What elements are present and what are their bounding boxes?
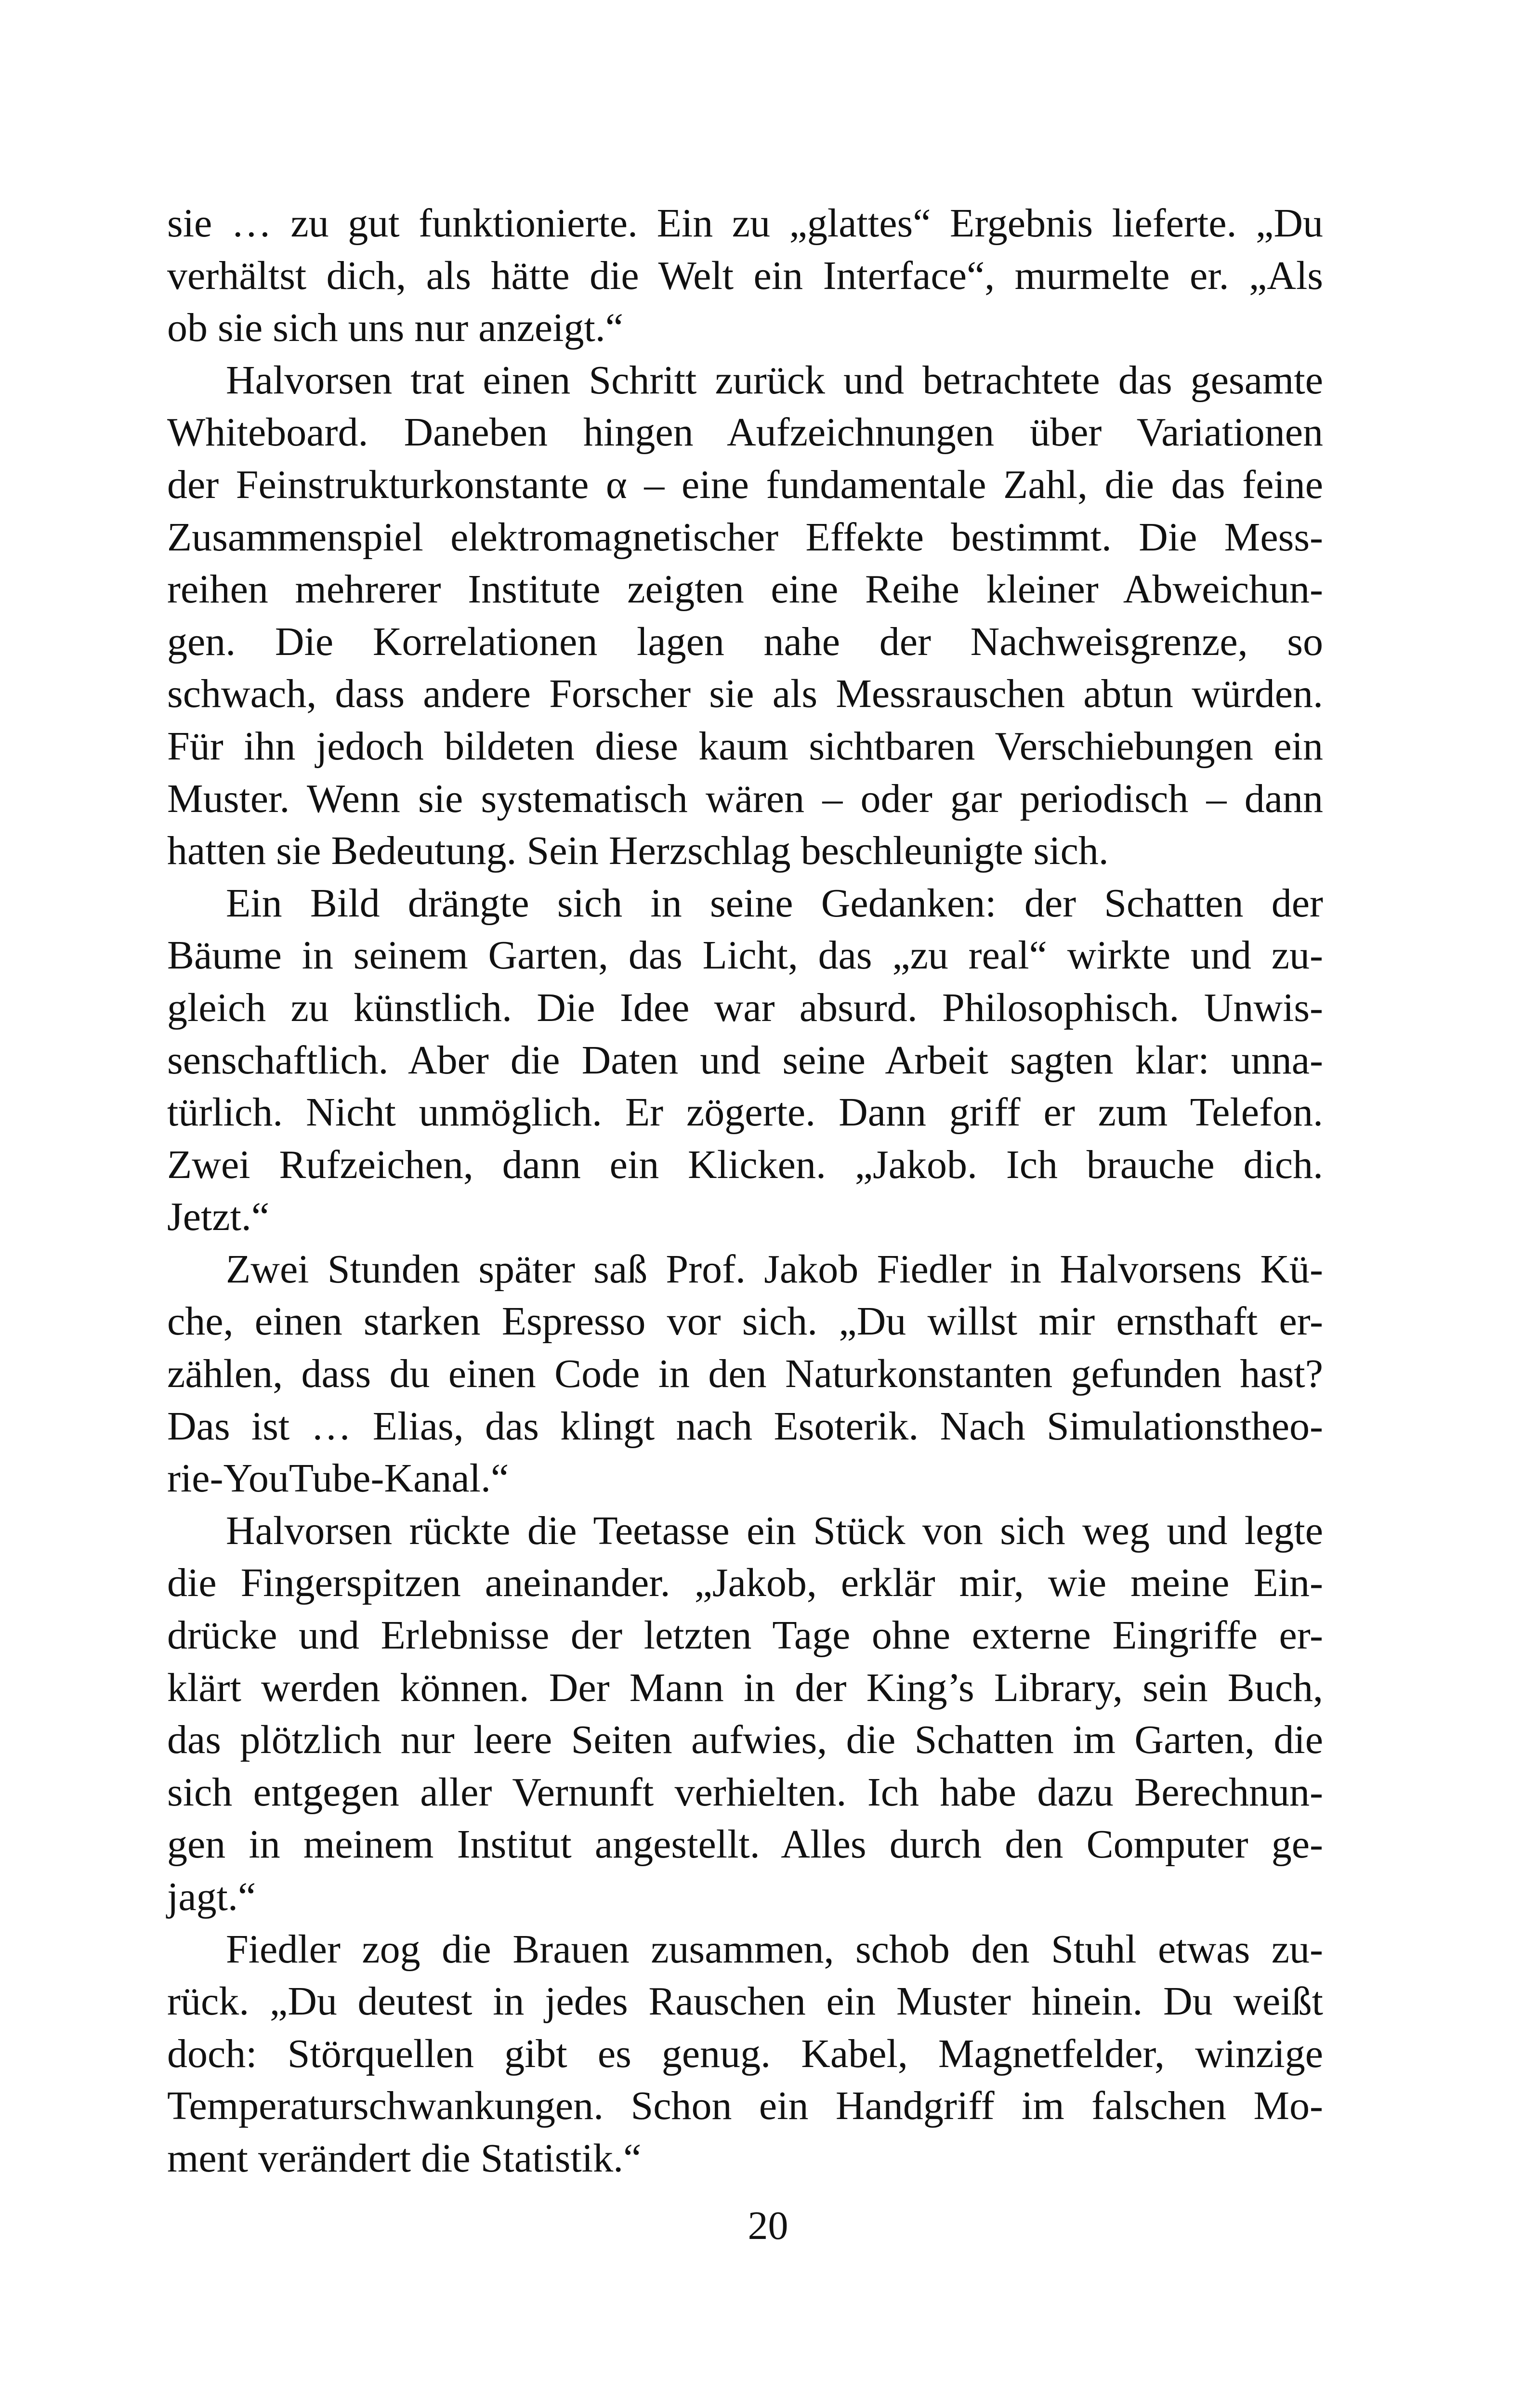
paragraph-5 — [167, 1505, 1323, 1924]
text-line: Bäume in seinem Garten, das Licht, das „zu real“ wirkte und zu- — [167, 933, 1323, 978]
text-line: türlich. Nicht unmöglich. Er zögerte. Dann griff er zum Telefon. — [167, 1090, 1323, 1135]
text-line: schwach, dass andere Forscher sie als Messrauschen abtun würden. — [167, 671, 1323, 717]
text-line: Ein Bild drängte sich in seine Gedanken: der Schatten der — [226, 880, 1323, 926]
paragraph-6 — [167, 1924, 1323, 2185]
text-line: Temperaturschwankungen. Schon ein Handgriff im falschen Mo- — [167, 2083, 1323, 2129]
text-line: Halvorsen rückte die Teetasse ein Stück von sich weg und legte — [226, 1508, 1323, 1553]
text-line: hatten sie Bedeutung. Sein Herzschlag beschleunigte sich. — [167, 828, 1109, 874]
text-line: che, einen starken Espresso vor sich. „Du willst mir ernsthaft er- — [167, 1299, 1323, 1344]
text-line: Fiedler zog die Brauen zusammen, schob den Stuhl etwas zu- — [226, 1926, 1323, 1972]
paragraph-3 — [167, 877, 1323, 1243]
text-line: jagt.“ — [167, 1874, 256, 1919]
paragraph-1 — [167, 197, 1323, 354]
text-line: ob sie sich uns nur anzeigt.“ — [167, 305, 624, 351]
text-line: Das ist … Elias, das klingt nach Esoterik. Nach Simulationstheo- — [167, 1403, 1323, 1449]
text-line: gen in meinem Institut angestellt. Alles durch den Computer ge- — [167, 1822, 1323, 1867]
text-line: das plötzlich nur leere Seiten aufwies, die Schatten im Garten, die — [167, 1717, 1323, 1763]
text-line: Für ihn jedoch bildeten diese kaum sichtbaren Verschiebungen ein — [167, 723, 1323, 769]
text-line: senschaftlich. Aber die Daten und seine Arbeit sagten klar: unna- — [167, 1037, 1323, 1083]
text-line: die Fingerspitzen aneinander. „Jakob, erklär mir, wie meine Ein- — [167, 1560, 1323, 1606]
text-line: Whiteboard. Daneben hingen Aufzeichnungen über Variationen — [167, 410, 1323, 455]
text-line: Jetzt.“ — [167, 1194, 270, 1240]
text-line: klärt werden können. Der Mann in der King’s Library, sein Buch, — [167, 1665, 1323, 1710]
text-line: zählen, dass du einen Code in den Naturkonstanten gefunden hast? — [167, 1351, 1323, 1397]
paragraph-2 — [167, 354, 1323, 877]
text-line: verhältst dich, als hätte die Welt ein Interface“, murmelte er. „Als — [167, 253, 1323, 298]
text-line: Halvorsen trat einen Schritt zurück und betrachtete das gesamte — [226, 357, 1323, 403]
text-line: reihen mehrerer Institute zeigten eine Reihe kleiner Abweichun- — [167, 567, 1323, 612]
paragraph-4 — [167, 1243, 1323, 1505]
text-line: der Feinstrukturkonstante α – eine fundamentale Zahl, die das feine — [167, 462, 1323, 507]
text-line: sie … zu gut funktionierte. Ein zu „glattes“ Ergebnis lieferte. „Du — [167, 201, 1323, 246]
text-line: rie-YouTube-Kanal.“ — [167, 1456, 509, 1501]
text-line: doch: Störquellen gibt es genug. Kabel, Magnetfelder, winzige — [167, 2031, 1323, 2076]
text-line: gleich zu künstlich. Die Idee war absurd. Philosophisch. Unwis- — [167, 985, 1323, 1030]
text-line: gen. Die Korrelationen lagen nahe der Nachweisgrenze, so — [167, 619, 1323, 664]
text-line: rück. „Du deutest in jedes Rauschen ein Muster hinein. Du weißt — [167, 1979, 1323, 2024]
body-text — [167, 197, 1323, 2185]
text-line: sich entgegen aller Vernunft verhielten. Ich habe dazu Berechnun- — [167, 1769, 1323, 1815]
text-line: drücke und Erlebnisse der letzten Tage ohne externe Eingriffe er- — [167, 1613, 1323, 1658]
page-number: 20 — [748, 2203, 788, 2248]
text-line: ment verändert die Statistik.“ — [167, 2135, 642, 2181]
text-line: Zwei Stunden später saß Prof. Jakob Fiedler in Halvorsens Kü- — [226, 1246, 1323, 1292]
text-line: Zusammenspiel elektromagnetischer Effekte bestimmt. Die Mess- — [167, 514, 1323, 560]
text-line: Zwei Rufzeichen, dann ein Klicken. „Jakob. Ich brauche dich. — [167, 1142, 1323, 1187]
text-line: Muster. Wenn sie systematisch wären – oder gar periodisch – dann — [167, 776, 1323, 821]
